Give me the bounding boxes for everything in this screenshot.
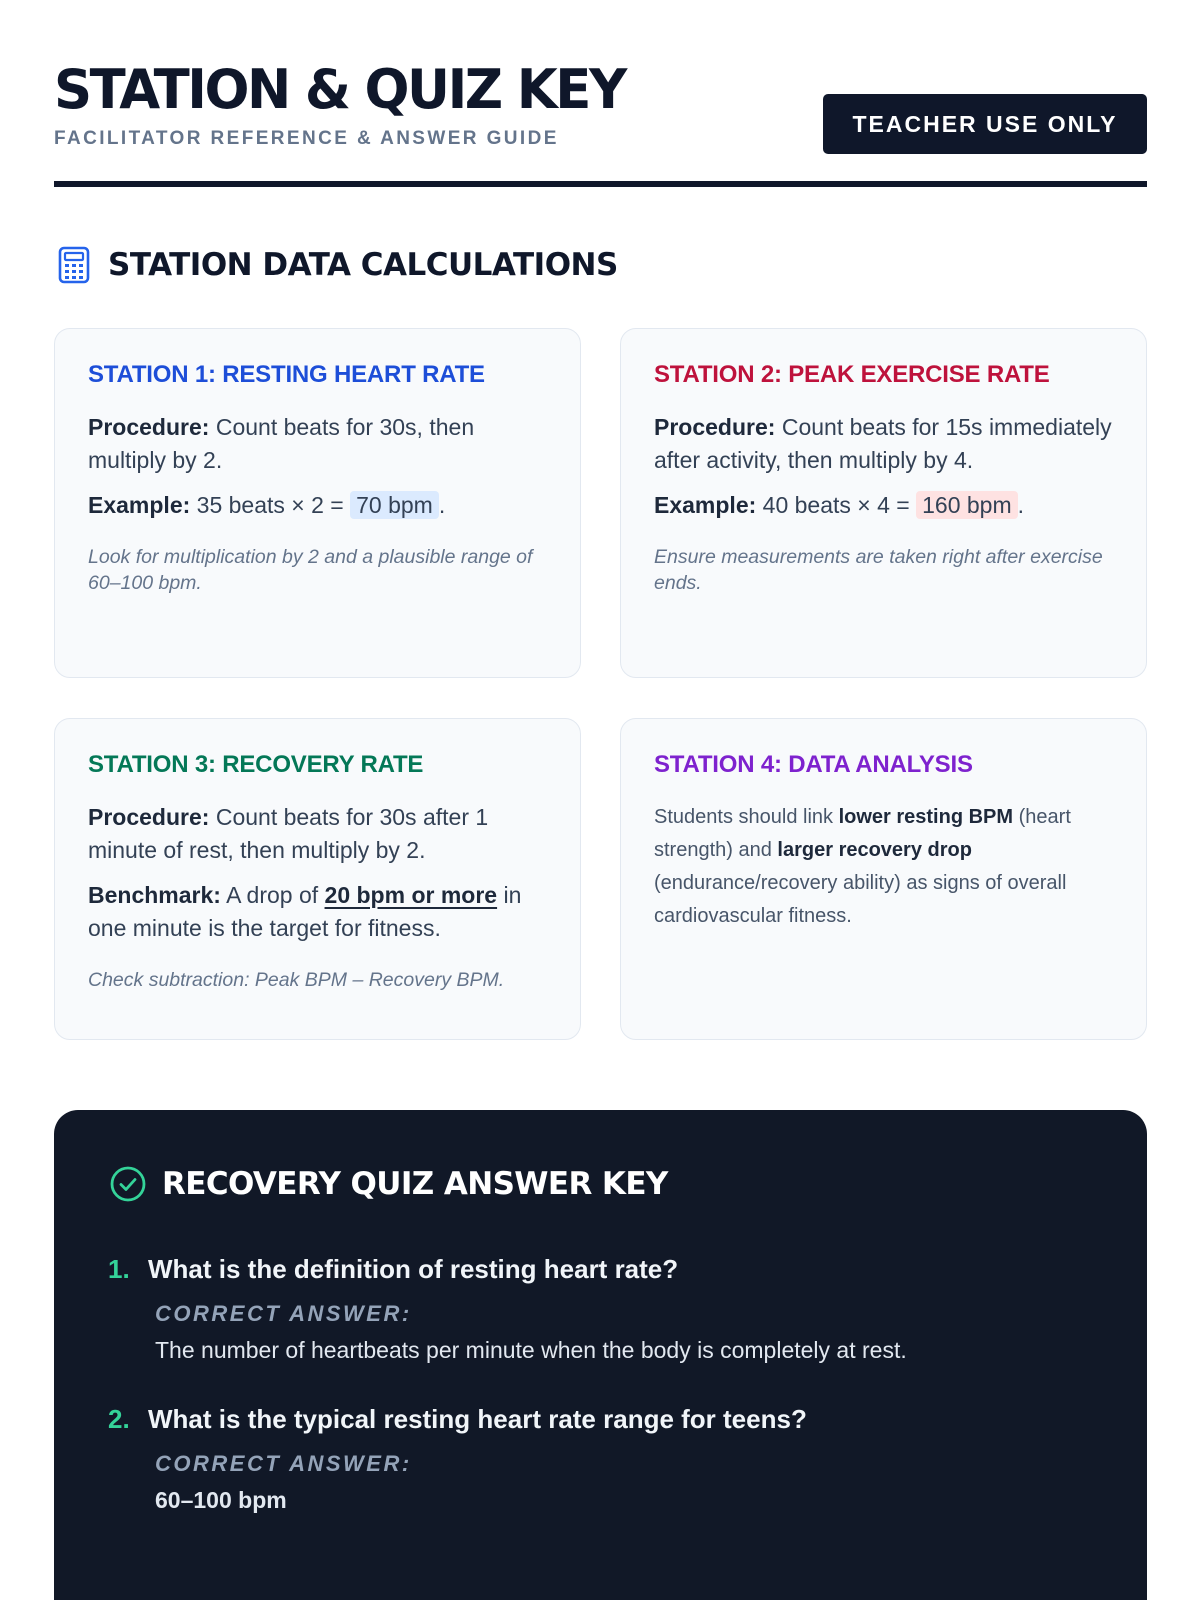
page-title: STATION & QUIZ KEY: [54, 58, 625, 121]
station-3-title: STATION 3: RECOVERY RATE: [88, 751, 424, 778]
answer-text: 60–100 bpm: [155, 1487, 287, 1513]
station-4-card: [620, 718, 1147, 1040]
question-text: What is the typical resting heart rate range for teens?: [148, 1404, 807, 1434]
station-1-card: [54, 328, 581, 678]
calculations-title: STATION DATA CALCULATIONS: [108, 247, 618, 283]
station-1-procedure: Procedure: Count beats for 30s, then multiply by 2.: [88, 414, 475, 473]
station-3-note: Check subtraction: Peak BPM – Recovery BPM.: [88, 969, 505, 991]
station-3-card: [54, 718, 581, 1040]
station-2-title: STATION 2: PEAK EXERCISE RATE: [654, 361, 1050, 388]
station-1-result: 70 bpm: [350, 491, 439, 519]
answer-label: CORRECT ANSWER:: [155, 1301, 412, 1326]
quiz-heading: [108, 1162, 1093, 1206]
quiz-title: RECOVERY QUIZ ANSWER KEY: [162, 1166, 668, 1202]
answer-text: The number of heartbeats per minute when the body is completely at rest.: [155, 1337, 907, 1363]
station-2-procedure: Procedure: Count beats for 15s immediately after activity, then multiply by 4.: [654, 414, 1112, 473]
station-3-benchmark-value: 20 bpm or more: [324, 882, 498, 908]
station-3-procedure: Procedure: Count beats for 30s after 1 minute of rest, then multiply by 2.: [88, 804, 489, 863]
answer-label: CORRECT ANSWER:: [155, 1451, 412, 1476]
station-1-note: Look for multiplication by 2 and a plausible range of 60–100 bpm.: [88, 546, 533, 594]
station-3-benchmark: Benchmark: A drop of 20 bpm or more in one minute is the target for fitness.: [88, 882, 522, 941]
station-2-result: 160 bpm: [916, 491, 1018, 519]
station-1-example: Example: 35 beats × 2 = 70 bpm .: [88, 492, 446, 518]
header-divider: [54, 181, 1147, 187]
question-number: 2.: [108, 1404, 130, 1434]
quiz-question-2: [108, 1404, 1093, 1514]
calculator-icon: [54, 245, 94, 285]
question-number: 1.: [108, 1254, 130, 1284]
quiz-question-1: [108, 1254, 1093, 1364]
teacher-use-badge: TEACHER USE ONLY: [823, 94, 1147, 154]
station-2-card: [620, 328, 1147, 678]
calculations-section-heading: [54, 240, 618, 290]
quiz-answer-key-panel: [54, 1110, 1147, 1600]
page-header: [54, 58, 1147, 188]
station-1-title: STATION 1: RESTING HEART RATE: [88, 361, 485, 388]
question-text: What is the definition of resting heart rate?: [148, 1254, 679, 1284]
check-circle-icon: [108, 1164, 148, 1204]
station-2-note: Ensure measurements are taken right after exercise ends.: [654, 546, 1103, 594]
station-2-example: Example: 40 beats × 4 = 160 bpm .: [654, 492, 1025, 518]
page-subtitle: FACILITATOR REFERENCE & ANSWER GUIDE: [54, 128, 559, 149]
station-4-text: Students should link lower resting BPM (heart strength) and larger recovery drop (endurance/recovery ability) as signs of overall cardiovascular fitness.: [654, 806, 1071, 927]
station-4-title: STATION 4: DATA ANALYSIS: [654, 751, 973, 778]
